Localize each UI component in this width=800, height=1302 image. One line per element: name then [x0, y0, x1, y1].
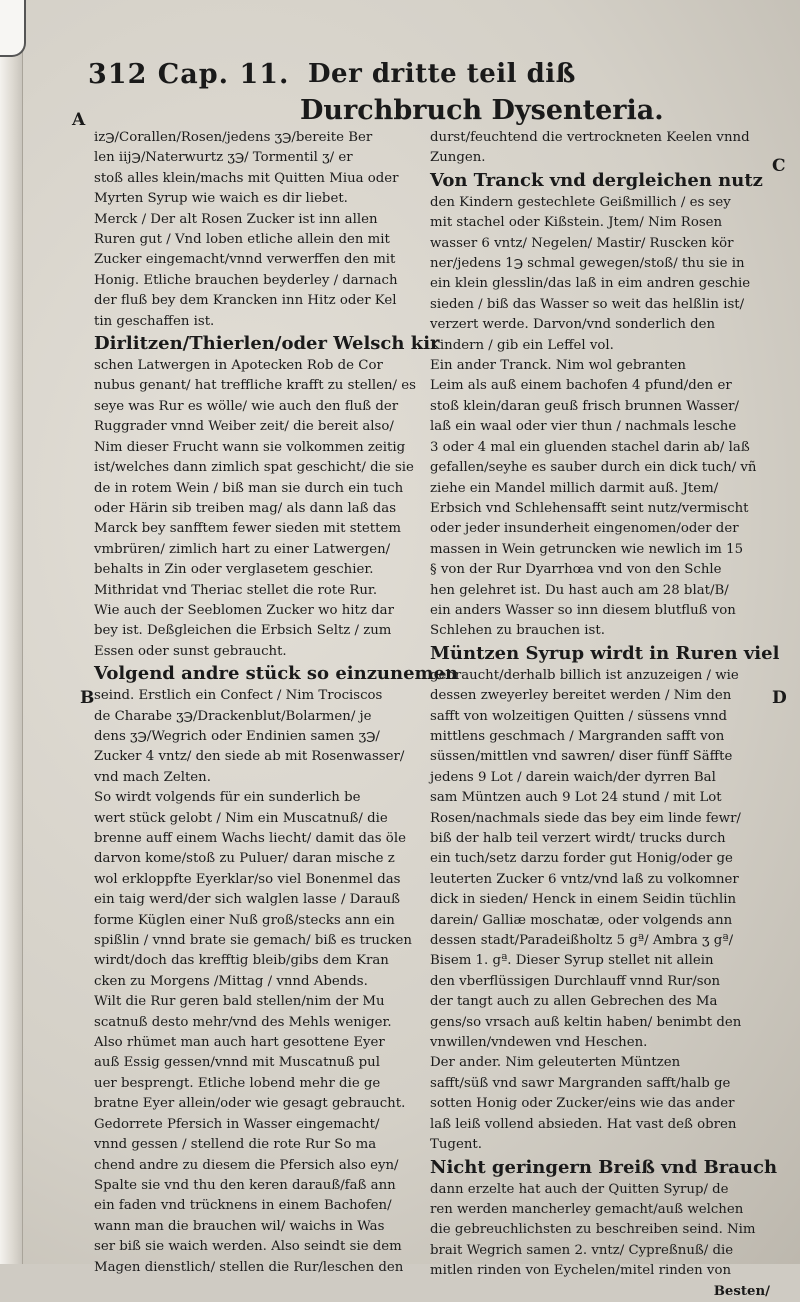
text-line: nubus genant/ hat treffliche krafft zu stellen/ es — [94, 378, 416, 394]
text-line: 3 oder 4 mal ein gluenden stachel darin ab/ laß — [430, 439, 750, 455]
text-line: stoß klein/daran geuß frisch brunnen Wasser/ — [430, 398, 739, 414]
text-line: oder jeder insunderheit eingenomen/oder der — [430, 521, 739, 537]
text-line: dens ʒ℈/Wegrich oder Endinien samen ʒ℈/ — [94, 728, 380, 744]
text-line: ist/welches dann zimlich spat geschicht/ die sie — [94, 460, 414, 476]
text-line: bratne Eyer allein/oder wie gesagt gebraucht. — [94, 1096, 406, 1112]
text-line: Ruggrader vnnd Weiber zeit/ die bereit also/ — [94, 419, 394, 435]
text-line: tin geschaffen ist. — [94, 313, 215, 329]
text-line: ser biß sie waich werden. Also seindt sie dem — [94, 1239, 402, 1255]
text-line: vnd mach Zelten. — [94, 769, 211, 785]
text-line: spißlin / vnnd brate sie gemach/ biß es trucken — [94, 933, 412, 949]
text-line: de Charabe ʒ℈/Drackenblut/Bolarmen/ je — [94, 708, 372, 724]
text-line: seind. Erstlich ein Confect / Nim Trociscos — [94, 688, 383, 704]
text-line: Magen dienstlich/ stellen die Rur/leschen den — [94, 1259, 404, 1275]
text-line: auß Essig gessen/vnnd mit Muscatnuß pul — [94, 1055, 380, 1071]
text-line: Myrten Syrup wie waich es dir liebet. — [94, 191, 348, 207]
text-line: die gebreuchlichsten zu beschreiben seind. Nim — [430, 1222, 756, 1238]
page-header — [88, 55, 728, 95]
text-line: ren werden mancherley gemacht/auß welchen — [430, 1201, 744, 1217]
text-line: laß ein waal oder vier thun / nachmals lesche — [430, 419, 737, 435]
text-line: dick in sieden/ Henck in einem Seidin tüchlin — [430, 892, 737, 908]
text-line: Marck bey sanfftem fewer sieden mit stettem — [94, 521, 401, 537]
text-line: gebraucht/derhalb billich ist anzuzeigen / wie — [430, 667, 739, 683]
text-line: Volgend andre stück so einzunemen — [94, 663, 459, 685]
text-line: brenne auff einem Wachs liecht/ damit das öle — [94, 831, 406, 846]
text-line: gefallen/seyhe es sauber durch ein dick tuch/ vñ — [430, 460, 757, 476]
text-line: vnnd gessen / stellend die rote Rur So ma — [94, 1137, 377, 1153]
text-line: Spalte sie vnd thu den keren darauß/faß ann — [94, 1177, 396, 1193]
text-line: darvon kome/stoß zu Puluer/ daran mische z — [94, 851, 395, 867]
text-line: oder Härin sib treiben mag/ als dann laß das — [94, 500, 397, 516]
text-line: Von Tranck vnd dergleichen nutz — [430, 169, 763, 191]
text-line: len iij℈/Naterwurtz ʒ℈/ Tormentil ʒ/ er — [94, 150, 353, 166]
text-line: Dirlitzen/Thierlen/oder Welsch kir — [94, 333, 440, 355]
text-line: ein taig werd/der sich walglen lasse / Darauß — [94, 892, 400, 908]
text-line: süssen/mittlen vnd sawren/ diser fünff Säffte — [430, 749, 733, 765]
text-line: Zungen. — [430, 150, 486, 166]
text-line: Honig. Etliche brauchen beyderley / darnach — [94, 272, 398, 288]
text-line: stoß alles klein/machs mit Quitten Miua oder — [94, 170, 399, 186]
text-line: sam Müntzen auch 9 Lot 24 stund / mit Lot — [430, 790, 722, 806]
page-number-and-chapter — [88, 59, 289, 90]
text-line: Kindern / gib ein Leffel vol. — [430, 337, 614, 353]
text-line: ziehe ein Mandel millich darmit auß. Jtem/ — [430, 480, 719, 496]
running-title: Der dritte teil diß — [308, 59, 576, 89]
margin-letter-c: C — [772, 156, 786, 176]
text-line: Schlehen zu brauchen ist. — [430, 623, 605, 639]
text-line: sieden / biß das Wasser so weit das helßlin ist/ — [430, 296, 745, 312]
text-line: massen in Wein getruncken wie newlich im 15 — [430, 541, 744, 557]
text-line: Nim dieser Frucht wann sie volkommen zeitig — [94, 439, 406, 455]
text-line: ein klein glesslin/das laß in eim andren geschie — [430, 276, 751, 292]
text-line: der fluß bey dem Krancken inn Hitz oder Kel — [94, 293, 397, 309]
text-line: Der ander. Nim geleuterten Müntzen — [430, 1055, 681, 1071]
text-line: wol erkloppfte Eyerklar/so viel Bonenmel das — [94, 871, 401, 887]
text-line: wirdt/doch das krefftig bleib/gibs dem Kran — [94, 953, 389, 969]
text-line: iz℈/Corallen/Rosen/jedens ʒ℈/bereite Ber — [94, 130, 373, 145]
text-line: Zucker eingemacht/vnnd verwerffen den mit — [94, 252, 396, 268]
page-curl — [0, 0, 26, 57]
right-text-column — [430, 128, 780, 1302]
text-line: cken zu Morgens /Mittag / vnnd Abends. — [94, 973, 368, 989]
text-line: Also rhümet man auch hart gesottene Eyer — [94, 1035, 385, 1051]
text-line: Erbsich vnd Schlehensafft seint nutz/vermischt — [430, 500, 749, 516]
text-line: mittlens geschmach / Margranden safft von — [430, 728, 725, 744]
text-line: Mithridat vnd Theriac stellet die rote Rur. — [94, 582, 378, 598]
text-line: dessen stadt/Paradeißholtz 5 gª/ Ambra ʒ gª/ — [430, 933, 734, 949]
text-line: Ruren gut / Vnd loben etliche allein den mit — [94, 232, 390, 248]
text-line: chend andre zu diesem die Pfersich also eyn/ — [94, 1157, 399, 1173]
section-subtitle: Durchbruch Dysenteria. — [300, 95, 664, 126]
text-line: schen Latwergen in Apotecken Rob de Cor — [94, 358, 383, 374]
text-line: vmbrüren/ zimlich hart zu einer Latwergen/ — [94, 541, 391, 557]
text-line: de in rotem Wein / biß man sie durch ein tuch — [94, 480, 404, 496]
text-line: seye was Rur es wölle/ wie auch den fluß der — [94, 398, 399, 414]
text-line: Zucker 4 vntz/ den siede ab mit Rosenwasser/ — [94, 749, 405, 765]
text-line: forme Küglen einer Nuß groß/stecks ann ein — [94, 912, 395, 928]
text-line: verzert werde. Darvon/vnd sonderlich den — [430, 317, 716, 333]
text-line: sotten Honig oder Zucker/eins wie das ander — [430, 1096, 735, 1112]
text-line: scatnuß desto mehr/vnd des Mehls weniger. — [94, 1014, 392, 1030]
text-line: safft von wolzeitigen Quitten / süssens vnnd — [430, 708, 728, 724]
text-line: Tugent. — [430, 1137, 482, 1153]
text-line: Merck / Der alt Rosen Zucker ist inn allen — [94, 211, 378, 227]
chapter-label: Cap. 11. — [157, 59, 290, 90]
text-line: behalts in Zin oder verglasetem geschier. — [94, 562, 374, 578]
catchword: Besten/ — [713, 1283, 770, 1299]
text-line: jedens 9 Lot / darein waich/der dyrren Bal — [430, 769, 716, 785]
text-line: durst/feuchtend die vertrockneten Keelen vnnd — [430, 130, 750, 145]
text-line: den vberflüssigen Durchlauff vnnd Rur/son — [430, 973, 721, 989]
text-line: Rosen/nachmals siede das bey eim linde fewr/ — [430, 810, 741, 826]
text-line: Gedorrete Pfersich in Wasser eingemacht/ — [94, 1116, 380, 1132]
text-line: Nicht geringern Breiß vnd Brauch — [430, 1156, 778, 1178]
text-line: der tangt auch zu allen Gebrechen des Ma — [430, 994, 718, 1010]
text-line: dann erzelte hat auch der Quitten Syrup/ de — [430, 1181, 729, 1197]
text-line: wann man die brauchen wil/ waichs in Was — [94, 1218, 385, 1234]
text-line: Leim als auß einem bachofen 4 pfund/den er — [430, 378, 732, 394]
text-line: leuterten Zucker 6 vntz/vnd laß zu volkomner — [430, 871, 739, 887]
text-line: § von der Rur Dyarrhœa vnd von den Schle — [430, 562, 722, 578]
margin-letter-d: D — [772, 688, 787, 708]
text-line: mitlen rinden von Eychelen/mitel rinden von — [430, 1263, 732, 1279]
text-line: hen gelehret ist. Du hast auch am 28 blat/B/ — [430, 582, 729, 598]
text-line: darein/ Galliæ moschatæ, oder volgends ann — [430, 912, 733, 928]
text-line: den Kindern gestechlete Geißmillich / es sey — [430, 194, 731, 210]
text-line: mit stachel oder Kißstein. Jtem/ Nim Rosen — [430, 215, 723, 231]
text-line: Essen oder sunst gebraucht. — [94, 643, 287, 659]
text-line: vnwillen/vndewen vnd Heschen. — [430, 1035, 648, 1051]
text-line: uer besprengt. Etliche lobend mehr die ge — [94, 1075, 381, 1091]
text-line: brait Wegrich samen 2. vntz/ Cypreßnuß/ die — [430, 1242, 734, 1258]
text-line: Wilt die Rur geren bald stellen/nim der Mu — [94, 994, 385, 1010]
margin-letter-b: B — [80, 688, 95, 708]
text-line: ein tuch/setz darzu forder gut Honig/oder ge — [430, 851, 733, 867]
text-line: biß der halb teil verzert wirdt/ trucks durch — [430, 831, 726, 846]
text-line: Wie auch der Seeblomen Zucker wo hitz dar — [94, 602, 394, 618]
text-line: wert stück gelobt / Nim ein Muscatnuß/ die — [94, 810, 388, 826]
margin-letter-a: A — [72, 110, 86, 130]
text-line: ein anders Wasser so inn diesem blutfluß von — [430, 602, 736, 618]
text-line: Bisem 1. gª. Dieser Syrup stellet nit allein — [430, 953, 714, 969]
text-line: ner/jedens 1℈ schmal gewegen/stoß/ thu sie in — [430, 256, 745, 272]
text-line: So wirdt volgends für ein sunderlich be — [94, 790, 361, 806]
text-line: Ein ander Tranck. Nim wol gebranten — [430, 358, 686, 374]
text-line: dessen zweyerley bereitet werden / Nim den — [430, 688, 732, 704]
text-line: Müntzen Syrup wirdt in Ruren viel — [430, 642, 780, 664]
text-line: gens/so vrsach auß keltin haben/ benimbt den — [430, 1014, 742, 1030]
text-line: wasser 6 vntz/ Negelen/ Mastir/ Ruscken kör — [430, 235, 734, 251]
page-number: 312 — [88, 59, 148, 90]
text-line: laß leiß vollend absieden. Hat vast deß obren — [430, 1116, 737, 1132]
page-edge — [0, 0, 23, 1264]
text-line: bey ist. Deßgleichen die Erbsich Seltz / zum — [94, 623, 392, 639]
text-line: ein faden vnd trücknens in einem Bachofen/ — [94, 1198, 392, 1214]
text-line: safft/süß vnd sawr Margranden safft/halb ge — [430, 1075, 731, 1091]
